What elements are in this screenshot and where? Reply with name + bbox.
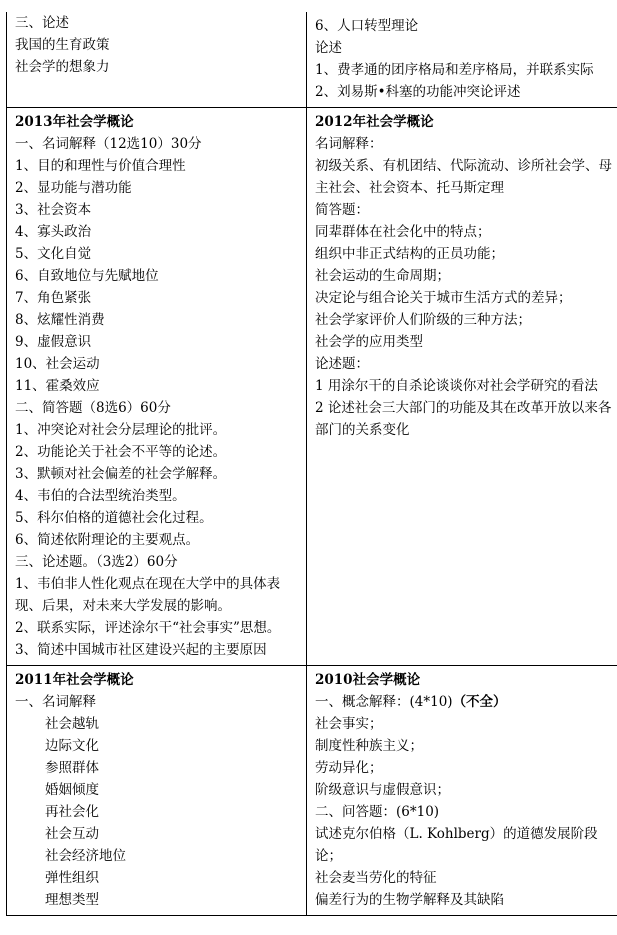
- cell-top-right: [307, 12, 617, 108]
- text-line: 3、简述中国城市社区建设兴起的主要原因: [15, 642, 267, 658]
- section-title-2012: 2012年社会学概论: [315, 114, 434, 130]
- text-line: 1、费孝通的团序格局和差序格局，并联系实际: [315, 62, 594, 78]
- text-line: 阶级意识与虚假意识；: [315, 782, 450, 798]
- text-line: 2、联系实际，评述涂尔干“社会事实”思想。: [15, 620, 281, 636]
- text-line: 社会运动的生命周期；: [315, 268, 450, 284]
- text-line: 论述题：: [315, 356, 369, 372]
- text-line: 名词解释：: [315, 136, 383, 152]
- text-line: 6、人口转型理论: [315, 18, 419, 34]
- text-line: 1、冲突论对社会分层理论的批评。: [15, 422, 227, 438]
- term-item: 参照群体: [45, 760, 99, 776]
- cell-2013: [7, 108, 307, 666]
- text-line: 2 论述社会三大部门的功能及其在改革开放以来各部门的关系变化: [315, 400, 612, 438]
- text-line: 论述: [315, 40, 342, 56]
- section-title-2011: 2011年社会学概论: [15, 672, 134, 688]
- text-line: 一、名词解释: [15, 694, 96, 710]
- term-item: 社会越轨: [45, 716, 99, 732]
- section-heading: 一、概念解释：(4*10): [315, 694, 453, 710]
- text-line: 1、韦伯非人性化观点在现在大学中的具体表现、后果，对未来大学发展的影响。: [15, 576, 281, 614]
- text-line: 3、默顿对社会偏差的社会学解释。: [15, 466, 227, 482]
- text-line: 4、寡头政治: [15, 224, 92, 240]
- text-line: 5、科尔伯格的道德社会化过程。: [15, 510, 213, 526]
- term-item: 弹性组织: [45, 870, 99, 886]
- incomplete-note: （不全）: [452, 694, 507, 710]
- text-line: 组织中非正式结构的正员功能；: [315, 246, 504, 262]
- term-item: 再社会化: [45, 804, 99, 820]
- text-line: [315, 691, 615, 713]
- table-row-2011-2010: [7, 666, 617, 916]
- text-line: 6、自致地位与先赋地位: [15, 268, 159, 284]
- text-line: 社会学家评价人们阶级的三种方法；: [315, 312, 531, 328]
- section-title-2013: 2013年社会学概论: [15, 114, 134, 130]
- text-line: 同辈群体在社会化中的特点；: [315, 224, 491, 240]
- section-title-2010: 2010社会学概论: [315, 672, 421, 688]
- text-line: 制度性种族主义；: [315, 738, 423, 754]
- text-line: 二、简答题（8选6）60分: [15, 400, 171, 416]
- section-heading: 二、问答题：(6*10): [315, 804, 440, 820]
- text-line: 初级关系、有机团结、代际流动、诊所社会学、母主社会、社会资本、托马斯定理: [315, 158, 612, 196]
- text-line: 2、刘易斯•科塞的功能冲突论评述: [315, 84, 521, 100]
- term-item: 理想类型: [45, 892, 99, 908]
- text-line: 1 用涂尔干的自杀论谈谈你对社会学研究的看法: [315, 378, 598, 394]
- text-line: 2、显功能与潜功能: [15, 180, 132, 196]
- text-line: 社会事实；: [315, 716, 383, 732]
- text-line: 7、角色紧张: [15, 290, 92, 306]
- text-line: 1、目的和理性与价值合理性: [15, 158, 186, 174]
- term-item: 边际文化: [45, 738, 99, 754]
- text-line: 三、论述: [15, 15, 69, 31]
- text-line: 社会学的应用类型: [315, 334, 423, 350]
- table-row-2013-2012: [7, 108, 617, 666]
- text-line: 6、简述依附理论的主要观点。: [15, 532, 200, 548]
- cell-2012: [307, 108, 617, 666]
- text-line: 简答题：: [315, 202, 369, 218]
- text-line: 劳动异化；: [315, 760, 383, 776]
- text-line: 决定论与组合论关于城市生活方式的差异；: [315, 290, 572, 306]
- text-line: 一、名词解释（12选10）30分: [15, 136, 202, 152]
- term-item: 婚姻倾度: [45, 782, 99, 798]
- term-item: 社会互动: [45, 826, 99, 842]
- exam-questions-table: [6, 12, 617, 916]
- text-line: 社会麦当劳化的特征: [315, 870, 437, 886]
- text-line: 5、文化自觉: [15, 246, 92, 262]
- cell-top-left: [7, 12, 307, 108]
- cell-2011: [7, 666, 307, 916]
- table-row-top: [7, 12, 617, 108]
- text-line: 8、炫耀性消费: [15, 312, 105, 328]
- text-line: 11、霍桑效应: [15, 378, 100, 394]
- text-line: 9、虚假意识: [15, 334, 92, 350]
- text-line: 3、社会资本: [15, 202, 92, 218]
- text-line: 社会学的想象力: [15, 59, 110, 75]
- text-line: 偏差行为的生物学解释及其缺陷: [315, 892, 504, 908]
- text-line: 三、论述题。（3选2）60分: [15, 554, 178, 570]
- text-line: 我国的生育政策: [15, 37, 110, 53]
- text-line: 试述克尔伯格（L. Kohlberg）的道德发展阶段论；: [315, 826, 598, 864]
- cell-2010: [307, 666, 617, 916]
- text-line: 2、功能论关于社会不平等的论述。: [15, 444, 227, 460]
- term-item: 社会经济地位: [45, 848, 126, 864]
- text-line: 10、社会运动: [15, 356, 100, 372]
- text-line: 4、韦伯的合法型统治类型。: [15, 488, 186, 504]
